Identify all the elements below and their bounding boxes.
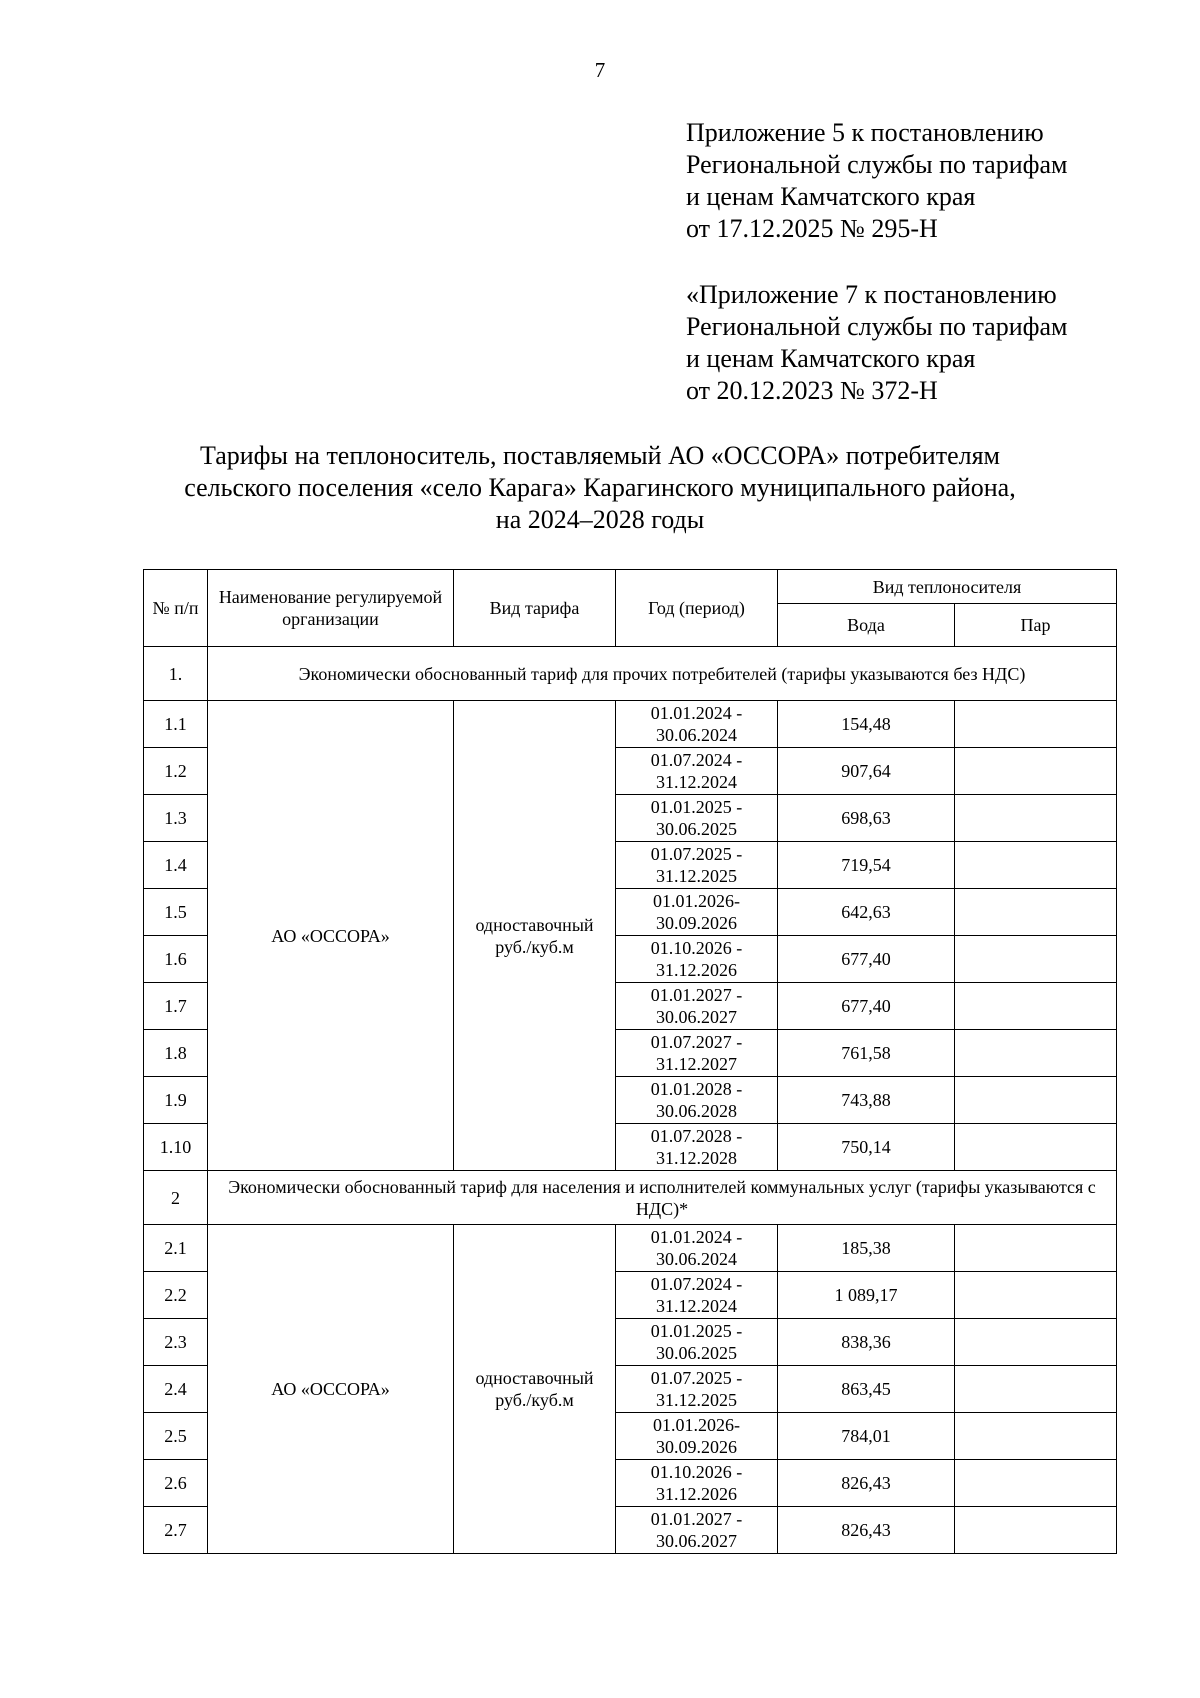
period-cell — [616, 1507, 778, 1554]
period-cell — [616, 1077, 778, 1124]
period-cell — [616, 795, 778, 842]
water-tariff: 750,14 — [778, 1124, 955, 1171]
row-number: 1.4 — [144, 842, 208, 889]
water-tariff: 677,40 — [778, 936, 955, 983]
period-from: 01.07.2027 - — [650, 1032, 743, 1052]
appendix-line: Приложение 5 к постановлению — [686, 118, 1044, 147]
water-tariff: 698,63 — [778, 795, 955, 842]
water-tariff: 784,01 — [778, 1413, 955, 1460]
row-number: 2.2 — [144, 1272, 208, 1319]
steam-tariff — [955, 1507, 1117, 1554]
period-cell — [616, 1413, 778, 1460]
title-line: на 2024–2028 годы — [495, 505, 705, 534]
steam-tariff — [955, 1366, 1117, 1413]
period-cell — [616, 842, 778, 889]
period-cell — [616, 701, 778, 748]
period-from: 01.10.2026 - — [650, 938, 743, 958]
period-to: 31.12.2025 — [656, 866, 737, 886]
period-to: 30.09.2026 — [656, 913, 737, 933]
period-to: 31.12.2026 — [656, 960, 737, 980]
water-tariff: 838,36 — [778, 1319, 955, 1366]
period-to: 30.09.2026 — [656, 1437, 737, 1457]
period-to: 30.06.2024 — [656, 725, 737, 745]
period-from: 01.10.2026 - — [650, 1462, 743, 1482]
period-from: 01.07.2025 - — [650, 844, 743, 864]
section-title: Экономически обоснованный тариф для прочих потребителей (тарифы указываются без НДС) — [208, 647, 1117, 701]
period-to: 31.12.2027 — [656, 1054, 737, 1074]
tariff-type: одноставочный руб./куб.м — [454, 1225, 616, 1554]
period-to: 31.12.2025 — [656, 1390, 737, 1410]
header-steam: Пар — [955, 604, 1117, 647]
water-tariff: 1 089,17 — [778, 1272, 955, 1319]
row-number: 2.6 — [144, 1460, 208, 1507]
water-tariff: 826,43 — [778, 1460, 955, 1507]
row-number: 2.7 — [144, 1507, 208, 1554]
row-number: 1.7 — [144, 983, 208, 1030]
row-number: 1.10 — [144, 1124, 208, 1171]
steam-tariff — [955, 889, 1117, 936]
row-number: 1.2 — [144, 748, 208, 795]
table-row — [144, 701, 1117, 748]
steam-tariff — [955, 1319, 1117, 1366]
appendix-line: от 20.12.2023 № 372-Н — [686, 376, 938, 405]
steam-tariff — [955, 983, 1117, 1030]
period-to: 31.12.2024 — [656, 772, 737, 792]
period-to: 31.12.2024 — [656, 1296, 737, 1316]
steam-tariff — [955, 1225, 1117, 1272]
period-from: 01.07.2028 - — [650, 1126, 743, 1146]
period-from: 01.07.2024 - — [650, 750, 743, 770]
steam-tariff — [955, 701, 1117, 748]
water-tariff: 154,48 — [778, 701, 955, 748]
period-from: 01.01.2024 - — [650, 1227, 743, 1247]
steam-tariff — [955, 1413, 1117, 1460]
period-from: 01.01.2026- — [653, 1415, 740, 1435]
appendix-line: и ценам Камчатского края — [686, 182, 976, 211]
row-number: 2.4 — [144, 1366, 208, 1413]
header-heat-carrier: Вид теплоносителя — [778, 570, 1117, 604]
section-title: Экономически обоснованный тариф для населения и исполнителей коммунальных услуг (тарифы указываются с НДС)* — [208, 1171, 1117, 1225]
steam-tariff — [955, 1030, 1117, 1077]
period-from: 01.01.2026- — [653, 891, 740, 911]
water-tariff: 826,43 — [778, 1507, 955, 1554]
appendix-header-current — [686, 117, 1166, 245]
period-to: 30.06.2025 — [656, 1343, 737, 1363]
row-number: 1.3 — [144, 795, 208, 842]
header-water: Вода — [778, 604, 955, 647]
appendix-line: и ценам Камчатского края — [686, 344, 976, 373]
water-tariff: 743,88 — [778, 1077, 955, 1124]
header-tariff-type: Вид тарифа — [454, 570, 616, 647]
organization-name: АО «ОССОРА» — [208, 1225, 454, 1554]
period-cell — [616, 1030, 778, 1077]
steam-tariff — [955, 1272, 1117, 1319]
steam-tariff — [955, 748, 1117, 795]
period-from: 01.01.2025 - — [650, 797, 743, 817]
period-cell — [616, 1460, 778, 1507]
table-row — [144, 1225, 1117, 1272]
section-row — [144, 647, 1117, 701]
period-to: 30.06.2027 — [656, 1007, 737, 1027]
water-tariff: 185,38 — [778, 1225, 955, 1272]
steam-tariff — [955, 1460, 1117, 1507]
period-to: 30.06.2028 — [656, 1101, 737, 1121]
row-number: 1.8 — [144, 1030, 208, 1077]
header-organization: Наименование регулируемой организации — [208, 570, 454, 647]
header-period: Год (период) — [616, 570, 778, 647]
appendix-line: от 17.12.2025 № 295-Н — [686, 214, 938, 243]
tariff-type: одноставочный руб./куб.м — [454, 701, 616, 1171]
organization-name: АО «ОССОРА» — [208, 701, 454, 1171]
period-from: 01.01.2025 - — [650, 1321, 743, 1341]
water-tariff: 719,54 — [778, 842, 955, 889]
period-cell — [616, 936, 778, 983]
period-cell — [616, 983, 778, 1030]
steam-tariff — [955, 795, 1117, 842]
row-number: 1.9 — [144, 1077, 208, 1124]
period-to: 31.12.2028 — [656, 1148, 737, 1168]
header-num: № п/п — [144, 570, 208, 647]
appendix-line: Региональной службы по тарифам — [686, 150, 1068, 179]
water-tariff: 677,40 — [778, 983, 955, 1030]
section-number: 2 — [144, 1171, 208, 1225]
steam-tariff — [955, 936, 1117, 983]
period-cell — [616, 889, 778, 936]
period-cell — [616, 1366, 778, 1413]
row-number: 1.6 — [144, 936, 208, 983]
water-tariff: 642,63 — [778, 889, 955, 936]
title-line: Тарифы на теплоноситель, поставляемый АО «ОССОРА» потребителям — [199, 441, 1000, 470]
period-from: 01.01.2027 - — [650, 1509, 743, 1529]
period-to: 30.06.2024 — [656, 1249, 737, 1269]
period-from: 01.01.2028 - — [650, 1079, 743, 1099]
row-number: 2.5 — [144, 1413, 208, 1460]
period-to: 31.12.2026 — [656, 1484, 737, 1504]
water-tariff: 907,64 — [778, 748, 955, 795]
appendix-line: Региональной службы по тарифам — [686, 312, 1068, 341]
row-number: 2.1 — [144, 1225, 208, 1272]
water-tariff: 863,45 — [778, 1366, 955, 1413]
period-cell — [616, 1124, 778, 1171]
period-to: 30.06.2027 — [656, 1531, 737, 1551]
water-tariff: 761,58 — [778, 1030, 955, 1077]
row-number: 2.3 — [144, 1319, 208, 1366]
document-title — [100, 440, 1100, 536]
steam-tariff — [955, 1077, 1117, 1124]
row-number: 1.5 — [144, 889, 208, 936]
period-cell — [616, 1225, 778, 1272]
period-from: 01.07.2024 - — [650, 1274, 743, 1294]
steam-tariff — [955, 1124, 1117, 1171]
period-from: 01.01.2024 - — [650, 703, 743, 723]
row-number: 1.1 — [144, 701, 208, 748]
steam-tariff — [955, 842, 1117, 889]
section-row — [144, 1171, 1117, 1225]
period-cell — [616, 1272, 778, 1319]
period-to: 30.06.2025 — [656, 819, 737, 839]
period-cell — [616, 748, 778, 795]
period-from: 01.07.2025 - — [650, 1368, 743, 1388]
appendix-line: «Приложение 7 к постановлению — [686, 280, 1057, 309]
tariff-table — [143, 569, 1117, 1554]
appendix-header-previous — [686, 279, 1166, 407]
period-from: 01.01.2027 - — [650, 985, 743, 1005]
page-number: 7 — [594, 58, 606, 82]
section-number: 1. — [144, 647, 208, 701]
title-line: сельского поселения «село Карага» Карагинского муниципального района, — [184, 473, 1016, 502]
period-cell — [616, 1319, 778, 1366]
